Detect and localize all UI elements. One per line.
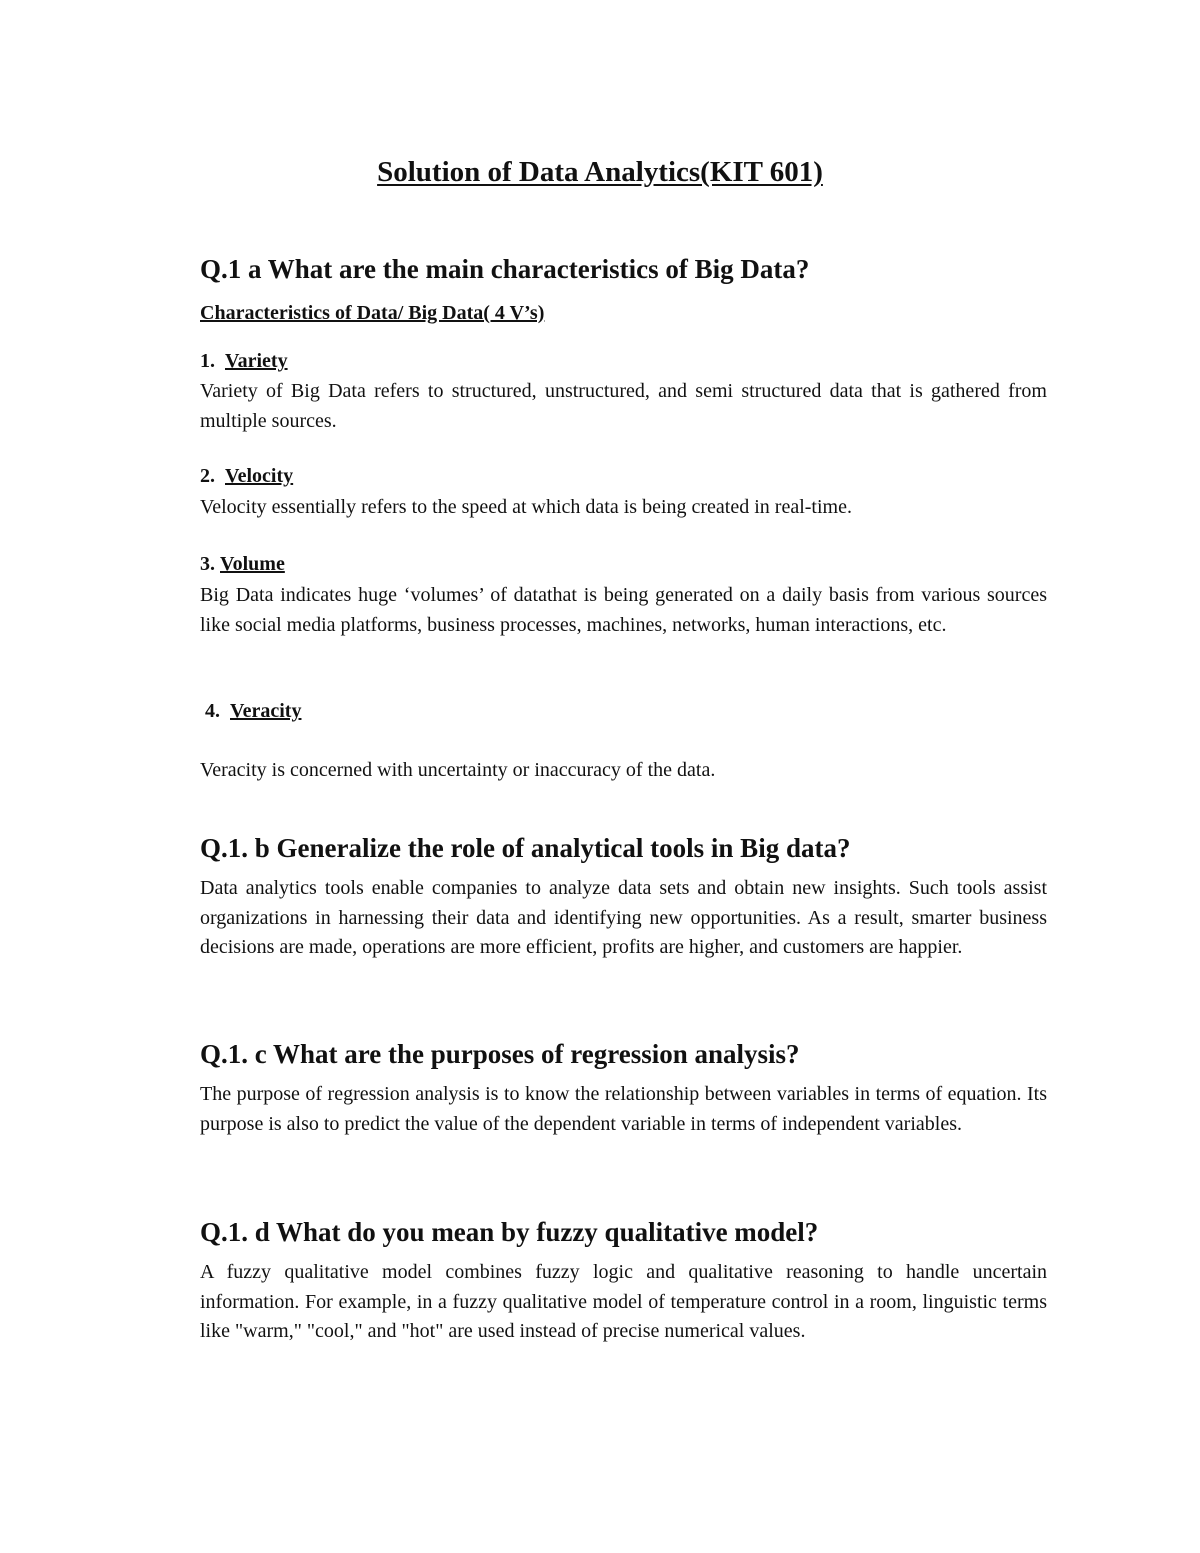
item-label: Volume — [220, 553, 285, 575]
item-label: Veracity — [230, 700, 302, 722]
question-1b-heading: Q.1. b Generalize the role of analytical tools in Big data? — [200, 833, 851, 863]
item-number: 4. — [205, 700, 220, 722]
item-velocity-text: Velocity essentially refers to the speed at which data is being created in real-time. — [200, 496, 852, 518]
question-1b-answer: Data analytics tools enable companies to analyze data sets and obtain new insights. Such tools assist organizations in harnessing their data and identifying new opportunities. As a result, smarter business decisions are made, operations are more efficient, profits are higher, and customers are happier. — [200, 877, 1047, 958]
item-label: Variety — [225, 350, 288, 372]
item-volume-heading — [200, 553, 285, 576]
item-number: 3. — [200, 553, 215, 575]
characteristics-subheading: Characteristics of Data/ Big Data( 4 V’s) — [200, 302, 545, 324]
question-1d-heading: Q.1. d What do you mean by fuzzy qualitative model? — [200, 1217, 819, 1247]
question-1c-heading: Q.1. c What are the purposes of regression analysis? — [200, 1039, 800, 1069]
item-number: 2. — [200, 465, 215, 487]
item-variety-heading — [200, 350, 288, 373]
question-1c-answer: The purpose of regression analysis is to know the relationship between variables in terms of equation. Its purpose is also to predict the value of the dependent variable in terms of independent variables. — [200, 1083, 1047, 1135]
item-veracity-text: Veracity is concerned with uncertainty or inaccuracy of the data. — [200, 759, 716, 781]
item-volume-text: Big Data indicates huge ‘volumes’ of datathat is being generated on a daily basis from various sources like social media platforms, business processes, machines, networks, human interactions, etc. — [200, 584, 1047, 636]
question-1a-heading: Q.1 a What are the main characteristics of Big Data? — [200, 254, 810, 284]
item-velocity-heading — [200, 465, 293, 488]
item-veracity-heading — [205, 700, 301, 723]
item-number: 1. — [200, 350, 215, 372]
question-1d-answer: A fuzzy qualitative model combines fuzzy logic and qualitative reasoning to handle uncertain information. For example, in a fuzzy qualitative model of temperature control in a room, linguistic terms like "warm," "cool," and "hot" are used instead of precise numerical values. — [200, 1261, 1047, 1342]
item-variety-text: Variety of Big Data refers to structured, unstructured, and semi structured data that is gathered from multiple sources. — [200, 380, 1047, 432]
item-label: Velocity — [225, 465, 294, 487]
document-title: Solution of Data Analytics(KIT 601) — [377, 156, 823, 188]
